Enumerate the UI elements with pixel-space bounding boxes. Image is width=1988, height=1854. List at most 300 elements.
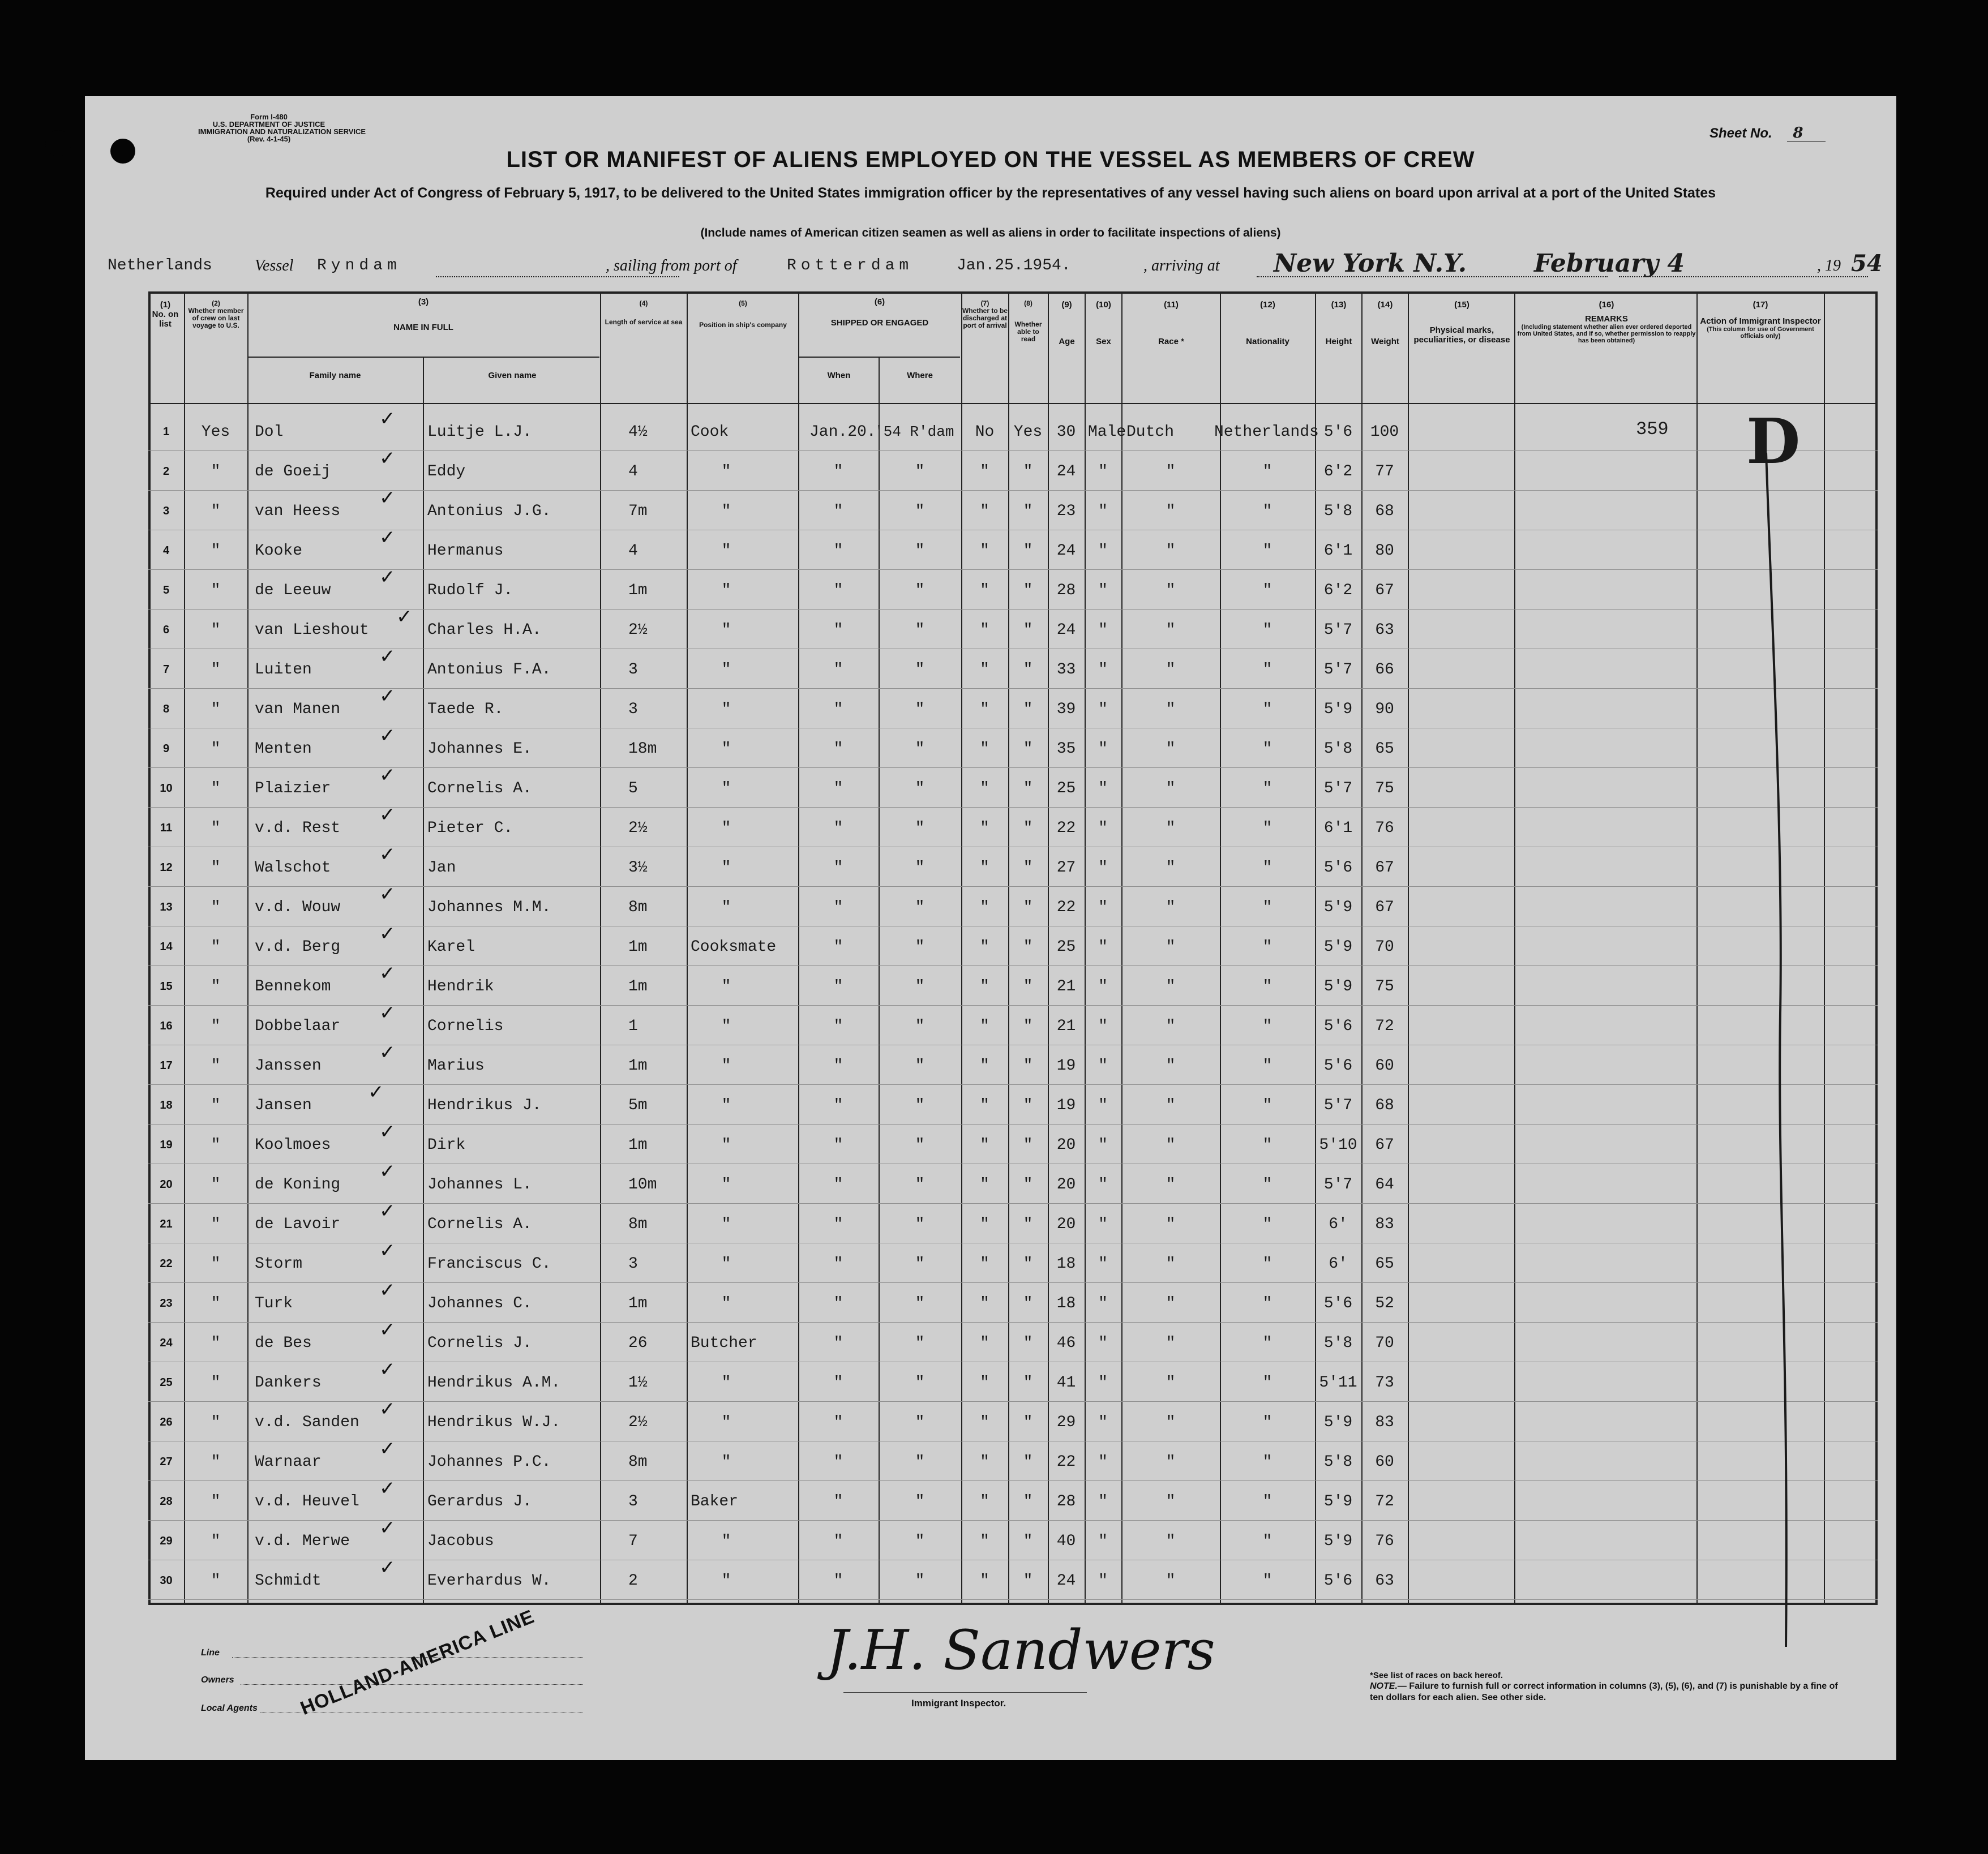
service-length-cell: 3 [628,661,638,679]
check-mark-icon: ✓ [379,764,396,787]
col-2-header: (2) Whether member of crew on last voyage to U.S. [188,299,244,329]
height-cell: 5'7 [1323,1176,1353,1194]
given-name-cell: Eddy [427,463,466,480]
ditto-mark: " [1023,701,1033,718]
check-mark-icon: ✓ [379,922,396,945]
weight-cell: 70 [1375,1334,1394,1352]
weight-cell: 67 [1375,1136,1394,1154]
age-cell: 20 [1056,1136,1076,1154]
height-cell: 5'6 [1323,1018,1353,1035]
ditto-mark: " [1166,1334,1176,1352]
ditto-mark: " [1262,1493,1273,1510]
ditto-mark: " [980,1453,989,1471]
table-row [85,1279,1896,1324]
weight-cell: 90 [1375,701,1394,718]
given-name-cell: Marius [427,1057,485,1075]
ditto-mark: " [1098,542,1108,560]
dotted-rule [436,276,679,277]
family-name-cell: Luiten [255,661,312,679]
service-length-cell: 1 [628,1018,638,1035]
check-mark-icon: ✓ [379,1121,396,1143]
service-length-cell: 3½ [628,859,648,877]
ditto-mark: " [980,582,989,599]
weight-cell: 60 [1375,1453,1394,1471]
year-prefix: , 19 [1817,257,1841,274]
table-row [85,922,1896,968]
ditto-mark: " [833,1295,843,1312]
service-length-cell: 1m [628,978,648,995]
family-name-cell: de Goeij [255,463,331,480]
row-number: 7 [162,663,170,676]
ditto-mark: " [833,978,843,995]
row-number: 13 [160,901,173,913]
col-15-header: (15) Physical marks, peculiarities, or disease [1413,300,1510,345]
weight-cell: 68 [1375,1097,1394,1114]
ditto-mark: " [211,1334,221,1352]
ditto-mark: " [1262,1018,1273,1035]
nationality-cell: Netherlands [1214,423,1319,441]
row-number: 18 [160,1099,173,1111]
ditto-mark: " [1098,819,1108,837]
ditto-mark: " [1262,701,1273,718]
ditto-mark: " [915,1136,925,1154]
ditto-mark: " [833,1453,843,1471]
weight-cell: 77 [1375,463,1394,480]
table-row [85,1200,1896,1245]
ditto-mark: " [980,740,989,758]
ditto-mark: " [721,1097,731,1114]
check-mark-icon: ✓ [379,1041,396,1064]
ditto-mark: " [211,1136,221,1154]
ditto-mark: " [980,1295,989,1312]
ditto-mark: " [721,1533,731,1550]
ditto-mark: " [833,1018,843,1035]
ditto-mark: " [211,621,221,639]
ditto-mark: " [1166,899,1176,916]
col-17-header: (17) Action of Immigrant Inspector (This column for use of Government officials only) [1700,300,1821,340]
ditto-mark: " [1262,1136,1273,1154]
family-name-cell: van Manen [255,701,341,718]
ditto-mark: " [1098,463,1108,480]
height-cell: 5'9 [1323,701,1353,718]
family-name-cell: de Koning [255,1176,341,1194]
weight-cell: 67 [1375,859,1394,877]
table-row [85,1002,1896,1047]
given-name-header: Given name [488,371,537,380]
family-name-cell: van Lieshout [255,621,369,639]
check-mark-icon: ✓ [379,407,396,430]
row-number: 8 [162,703,170,715]
ditto-mark: " [915,899,925,916]
ditto-mark: " [915,542,925,560]
ditto-mark: " [915,978,925,995]
where-header: Where [907,371,933,380]
check-mark-icon: ✓ [379,1358,396,1381]
check-mark-icon: ✓ [379,843,396,866]
col-1-header: (1) No. on list [152,300,179,329]
ditto-mark: " [1098,859,1108,877]
row-number: 1 [162,426,170,438]
table-row [85,883,1896,928]
ditto-mark: " [1166,1097,1176,1114]
ditto-mark: " [721,780,731,797]
table-row [85,724,1896,770]
ditto-mark: " [833,899,843,916]
height-cell: 5'6 [1323,1572,1353,1590]
height-cell: 5'6 [1323,1057,1353,1075]
row-number: 17 [160,1059,173,1072]
ditto-mark: " [915,859,925,877]
ditto-mark: " [980,1374,989,1392]
ditto-mark: " [1023,661,1033,679]
position-cell: Butcher [691,1334,757,1352]
service-length-cell: 1½ [628,1374,648,1392]
ditto-mark: " [721,1572,731,1590]
ditto-mark: " [721,582,731,599]
ditto-mark: " [915,1334,925,1352]
family-name-cell: v.d. Wouw [255,899,341,916]
given-name-cell: Johannes C. [427,1295,532,1312]
check-mark-icon: ✓ [379,962,396,985]
ditto-mark: " [1098,1533,1108,1550]
check-mark-icon: ✓ [379,526,396,549]
ditto-mark: " [833,1057,843,1075]
table-row [85,1121,1896,1166]
ditto-mark: " [721,542,731,560]
ditto-mark: " [1023,1057,1033,1075]
weight-cell: 83 [1375,1414,1394,1431]
service-length-cell: 7 [628,1533,638,1550]
ditto-mark: " [1023,780,1033,797]
height-cell: 5'7 [1323,780,1353,797]
sheet-number-field [1709,125,1826,141]
ditto-mark: " [1023,1097,1033,1114]
service-length-cell: 1m [628,1295,648,1312]
ditto-mark: " [1262,463,1273,480]
table-row [85,407,1896,453]
ditto-mark: " [915,1493,925,1510]
ditto-mark: " [721,1018,731,1035]
ditto-mark: " [1166,819,1176,837]
given-name-cell: Cornelis A. [427,1216,532,1233]
vessel-label: Vessel [255,257,294,274]
ditto-mark: " [833,1572,843,1590]
ditto-mark: " [1166,1374,1176,1392]
when-header: When [827,371,851,380]
weight-cell: 70 [1375,938,1394,956]
ditto-mark: " [980,463,989,480]
service-length-cell: 1m [628,582,648,599]
ditto-mark: " [1098,1414,1108,1431]
age-cell: 24 [1056,621,1076,639]
age-cell: 25 [1056,780,1076,797]
height-cell: 6'1 [1323,819,1353,837]
height-cell: 6'2 [1323,582,1353,599]
height-cell: 5'9 [1323,899,1353,916]
ditto-mark: " [915,1374,925,1392]
age-cell: 30 [1056,423,1076,441]
ditto-mark: " [211,1057,221,1075]
age-cell: 29 [1056,1414,1076,1431]
service-length-cell: 5 [628,780,638,797]
ditto-mark: " [1098,1334,1108,1352]
ditto-mark: " [211,819,221,837]
age-cell: 46 [1056,1334,1076,1352]
position-cell: Cook [691,423,729,441]
ditto-mark: " [1262,1414,1273,1431]
ditto-mark: " [1262,978,1273,995]
service-length-cell: 3 [628,1493,638,1510]
ditto-mark: " [980,780,989,797]
ditto-mark: " [1262,582,1273,599]
table-row [85,1398,1896,1443]
ditto-mark: " [915,661,925,679]
given-name-cell: Antonius F.A. [427,661,551,679]
year-value: 54 [1851,250,1883,277]
check-mark-icon: ✓ [368,1081,384,1104]
height-cell: 6' [1329,1216,1348,1233]
weight-cell: 68 [1375,503,1394,520]
ditto-mark: " [211,701,221,718]
position-cell: Baker [691,1493,739,1510]
row-number: 20 [160,1178,173,1191]
remarks-number: 359 [1636,419,1669,440]
ditto-mark: " [1098,661,1108,679]
ditto-mark: " [1262,503,1273,520]
ditto-mark: " [1098,503,1108,520]
ditto-mark: " [211,740,221,758]
ditto-mark: " [833,1414,843,1431]
check-mark-icon: ✓ [379,883,396,905]
table-bottom-rule [148,1603,1878,1605]
ditto-mark: " [1166,1493,1176,1510]
ditto-mark: " [915,1018,925,1035]
ditto-mark: " [211,780,221,797]
table-row [85,1477,1896,1522]
row-number: 4 [162,544,170,557]
ditto-mark: " [1098,1018,1108,1035]
table-row [85,1239,1896,1285]
table-row [85,764,1896,809]
ditto-mark: " [1023,621,1033,639]
row-number: 15 [160,980,173,993]
ditto-mark: " [1166,701,1176,718]
ditto-mark: " [1262,542,1273,560]
ditto-mark: " [980,859,989,877]
page-subtitle: Required under Act of Congress of February 5, 1917, to be delivered to the United States immigration officer by the representatives of any vessel having such aliens on board upon arrival at a port of the United States [265,185,1716,201]
table-row [85,1517,1896,1562]
table-row [85,1081,1896,1126]
col-9-header: (9) Age [1059,300,1075,346]
age-cell: 20 [1056,1176,1076,1194]
weight-cell: 76 [1375,819,1394,837]
able-to-read-cell: Yes [1013,423,1043,441]
ditto-mark: " [1098,1374,1108,1392]
col-13-header: (13) Height [1325,300,1352,346]
family-name-cell: van Heess [255,503,341,520]
ditto-mark: " [1098,740,1108,758]
line-label: Line [201,1648,220,1658]
punch-hole [45,130,71,156]
weight-cell: 100 [1370,423,1399,441]
vessel-value: Ryndam [317,257,401,274]
table-row [85,962,1896,1007]
family-name-cell: Storm [255,1255,303,1273]
age-cell: 28 [1056,582,1076,599]
ditto-mark: " [833,859,843,877]
check-mark-icon: ✓ [379,1239,396,1262]
height-cell: 5'9 [1323,938,1353,956]
row-number: 28 [160,1495,173,1508]
ditto-mark: " [1262,1216,1273,1233]
weight-cell: 72 [1375,1493,1394,1510]
height-cell: 5'6 [1323,423,1353,441]
ditto-mark: " [211,859,221,877]
table-row [85,487,1896,532]
row-number: 19 [160,1139,173,1151]
table-row [85,1358,1896,1404]
ditto-mark: " [1023,1374,1033,1392]
row-number: 2 [162,465,170,478]
weight-cell: 52 [1375,1295,1394,1312]
ditto-mark: " [1166,1414,1176,1431]
given-name-cell: Everhardus W. [427,1572,551,1590]
family-name-cell: Menten [255,740,312,758]
table-row [85,526,1896,572]
check-mark-icon: ✓ [379,1517,396,1539]
ditto-mark: " [721,1057,731,1075]
race-cell: Dutch [1126,423,1175,441]
ditto-mark: " [211,661,221,679]
ditto-mark: " [833,819,843,837]
ditto-mark: " [833,503,843,520]
ditto-mark: " [833,1374,843,1392]
given-name-cell: Taede R. [427,701,504,718]
row-number: 30 [160,1574,173,1587]
ditto-mark: " [1023,1334,1033,1352]
service-length-cell: 3 [628,701,638,718]
ditto-mark: " [721,1453,731,1471]
ditto-mark: " [915,503,925,520]
ditto-mark: " [721,1255,731,1273]
ditto-mark: " [1262,1255,1273,1273]
family-name-cell: Kooke [255,542,303,560]
ditto-mark: " [1023,1136,1033,1154]
age-cell: 40 [1056,1533,1076,1550]
height-cell: 5'6 [1323,1295,1353,1312]
service-length-cell: 4 [628,463,638,480]
ditto-mark: " [1166,780,1176,797]
col-6-header: (6) SHIPPED OR ENGAGED [830,297,929,328]
row-number: 14 [160,941,173,953]
col-12-header: (12) Nationality [1246,300,1289,346]
given-name-cell: Hendrikus A.M. [427,1374,561,1392]
family-name-cell: Turk [255,1295,293,1312]
ditto-mark: " [833,1493,843,1510]
ditto-mark: " [721,859,731,877]
given-name-cell: Cornelis J. [427,1334,532,1352]
ditto-mark: " [1098,1136,1108,1154]
ditto-mark: " [833,1097,843,1114]
height-cell: 5'7 [1323,1097,1353,1114]
col-3-header: (3) NAME IN FULL [393,297,453,332]
ditto-mark: " [1023,1216,1033,1233]
ditto-mark: " [1262,1334,1273,1352]
ditto-mark: " [1262,859,1273,877]
agency-name: U.S. DEPARTMENT OF JUSTICE [212,120,325,128]
row-number: 5 [162,584,170,596]
ditto-mark: " [915,1216,925,1233]
family-name-cell: de Leeuw [255,582,331,599]
ditto-mark: " [1023,1533,1033,1550]
row-number: 3 [162,505,170,517]
row-number: 23 [160,1297,173,1310]
ditto-mark: " [1098,1097,1108,1114]
family-name-cell: v.d. Rest [255,819,341,837]
ditto-mark: " [1262,938,1273,956]
ditto-mark: " [833,463,843,480]
age-cell: 39 [1056,701,1076,718]
shipped-when-cell: Jan.20. [809,423,876,441]
family-name-cell: Walschot [255,859,331,877]
ditto-mark: " [721,899,731,916]
ditto-mark: " [980,1136,989,1154]
weight-cell: 72 [1375,1018,1394,1035]
family-name-cell: v.d. Berg [255,938,341,956]
check-mark-icon: ✓ [379,1437,396,1460]
check-mark-icon: ✓ [379,487,396,509]
ditto-mark: " [1262,1097,1273,1114]
height-cell: 5'11 [1319,1374,1357,1392]
family-name-cell: Warnaar [255,1453,322,1471]
ditto-mark: " [211,1533,221,1550]
given-name-cell: Antonius J.G. [427,503,551,520]
ditto-mark: " [833,1255,843,1273]
ditto-mark: " [1098,621,1108,639]
from-port-value: Rotterdam [787,257,914,274]
table-row [85,685,1896,730]
sailing-label: , sailing from port of [606,257,737,274]
ditto-mark: " [1166,1572,1176,1590]
inspector-signature: J.H. Sandwers [826,1619,1215,1682]
ditto-mark: " [1166,503,1176,520]
age-cell: 41 [1056,1374,1076,1392]
given-name-cell: Jan [427,859,456,877]
ditto-mark: " [211,582,221,599]
given-name-cell: Cornelis [427,1018,504,1035]
ditto-mark: " [1023,1572,1033,1590]
ditto-mark: " [1023,1255,1033,1273]
age-cell: 24 [1056,542,1076,560]
height-cell: 5'8 [1323,503,1353,520]
height-cell: 5'8 [1323,1453,1353,1471]
ditto-mark: " [211,1374,221,1392]
ditto-mark: " [1098,978,1108,995]
ditto-mark: " [211,1176,221,1194]
table-row [85,606,1896,651]
ditto-mark: " [211,938,221,956]
ditto-mark: " [721,463,731,480]
ditto-mark: " [1262,780,1273,797]
ditto-mark: " [980,1334,989,1352]
inspector-label: Immigrant Inspector. [911,1698,1006,1709]
ditto-mark: " [915,701,925,718]
check-mark-icon: ✓ [379,1279,396,1302]
ditto-mark: " [1166,1255,1176,1273]
given-name-cell: Pieter C. [427,819,513,837]
family-name-cell: Koolmoes [255,1136,331,1154]
age-cell: 22 [1056,1453,1076,1471]
